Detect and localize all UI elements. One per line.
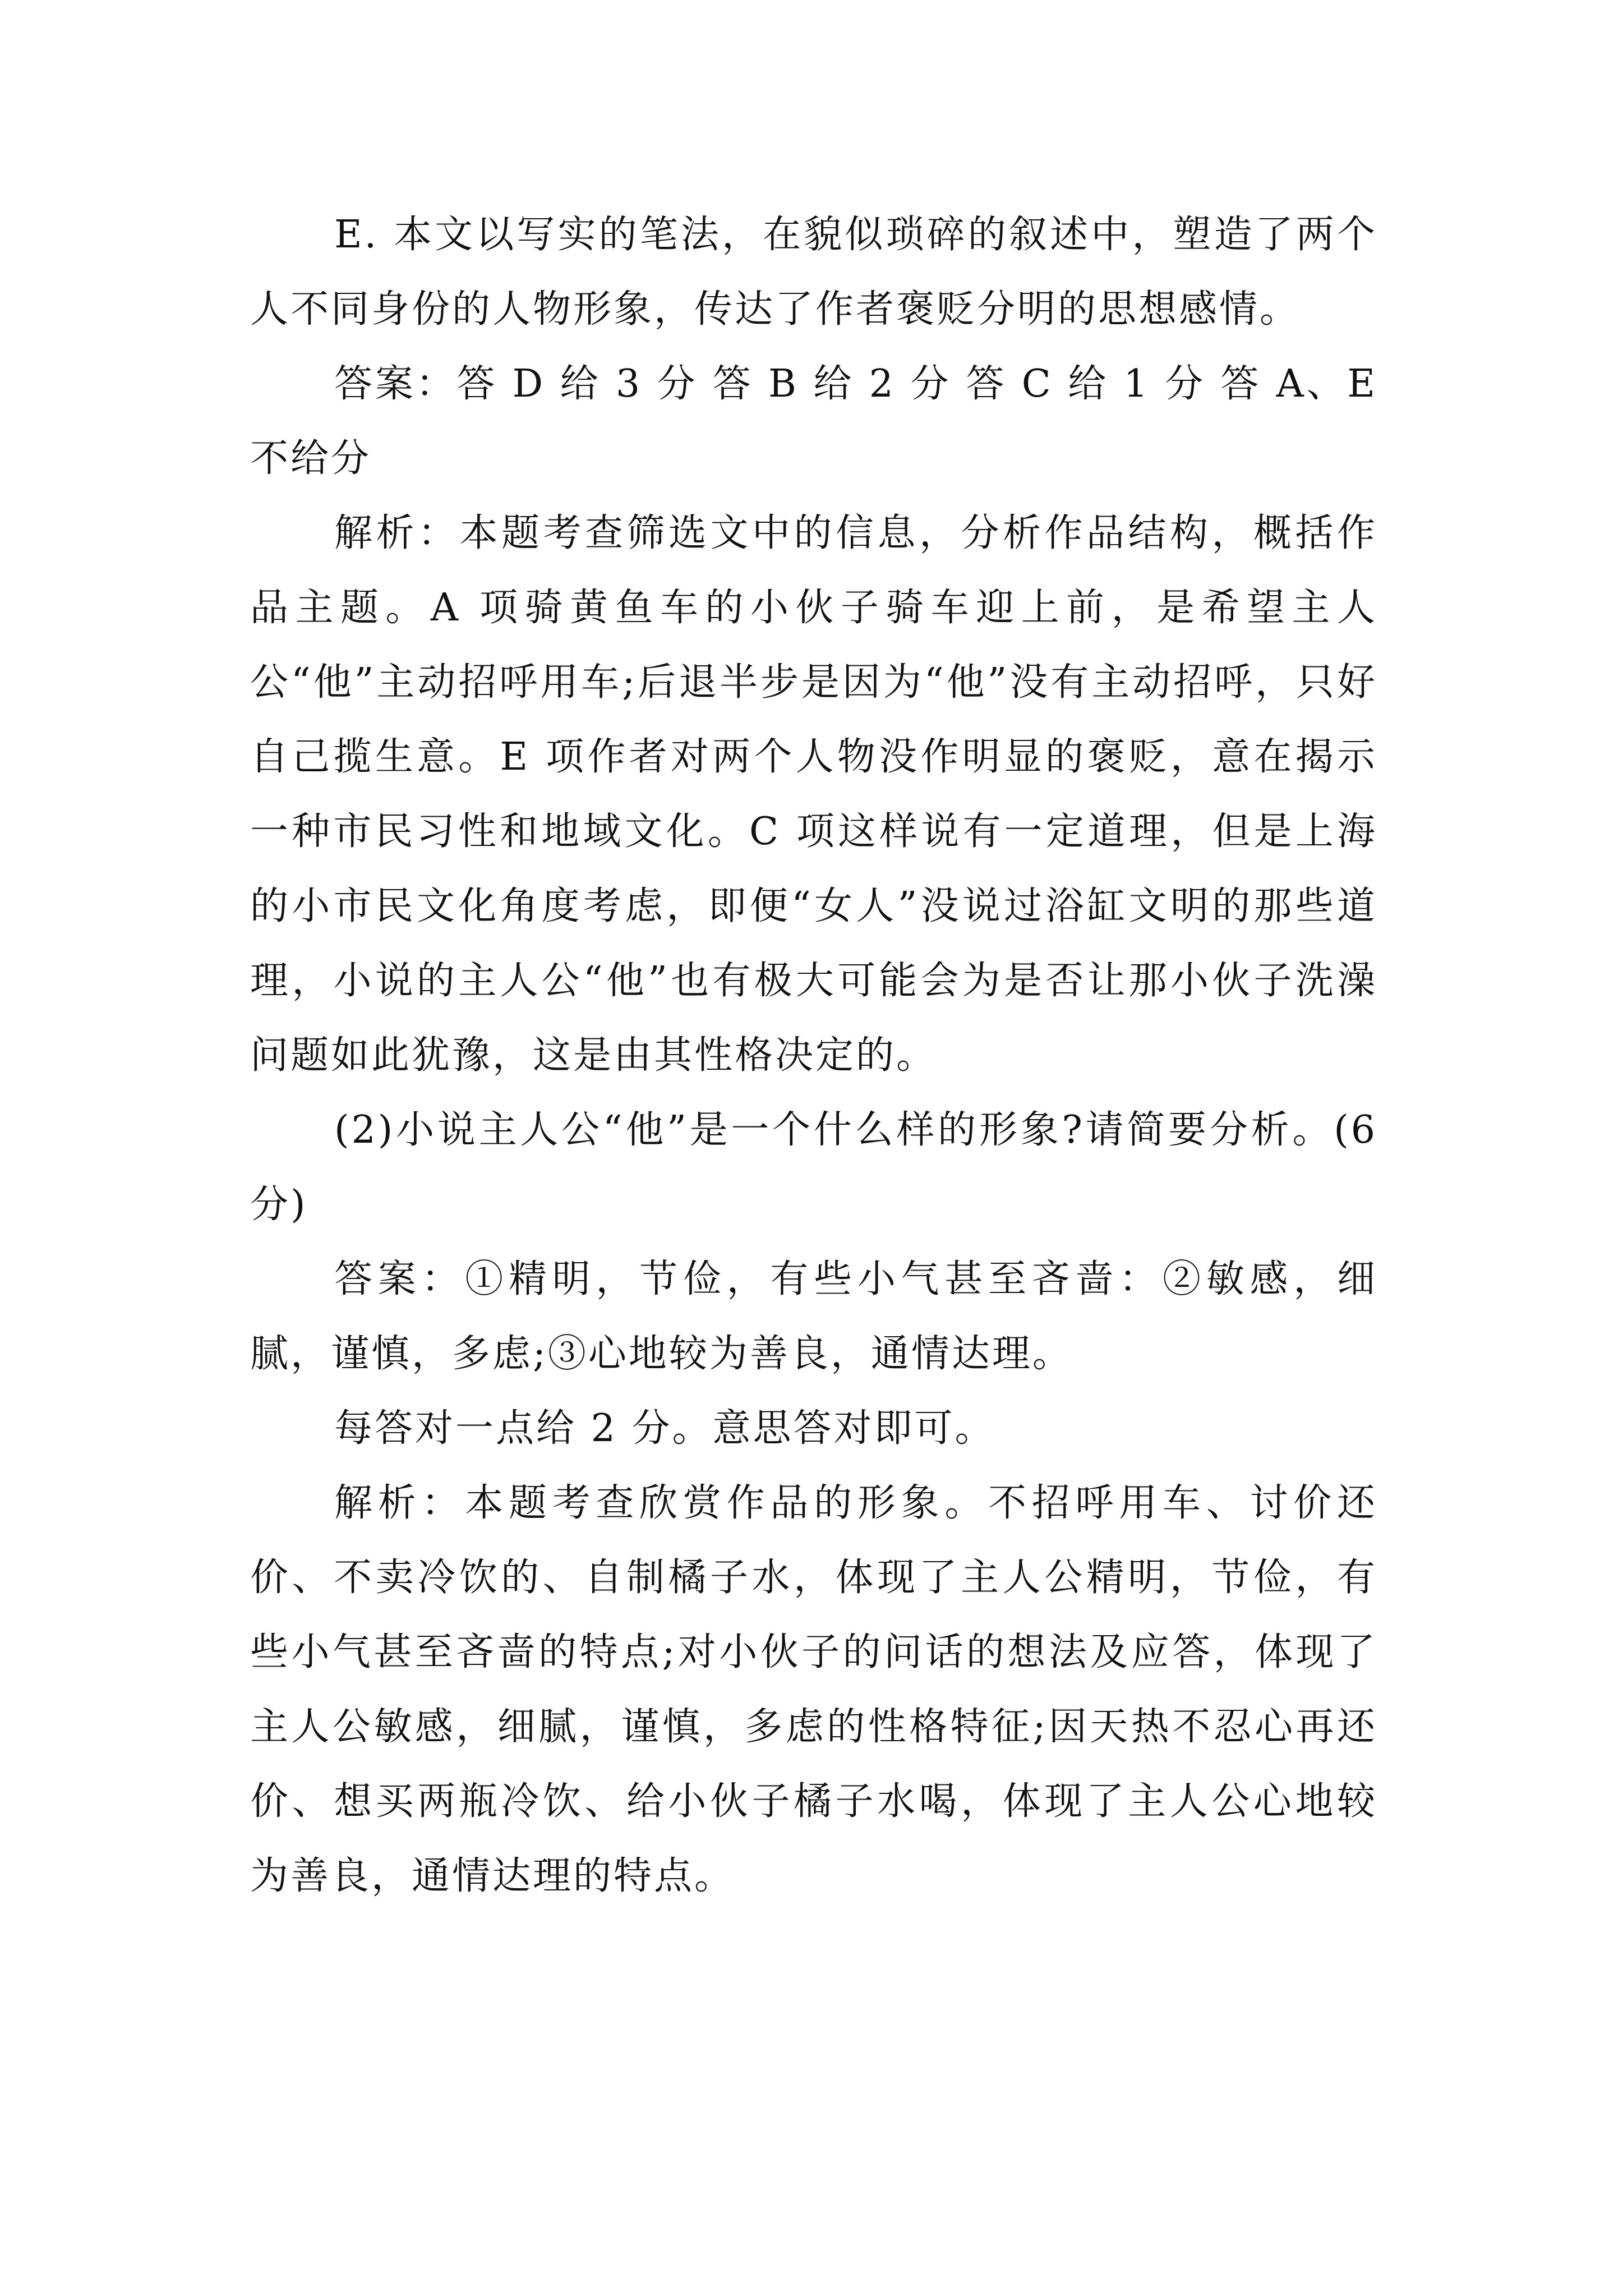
analysis-q1-paragraph: 解析：本题考查筛选文中的信息，分析作品结构，概括作品主题。A 项骑黄鱼车的小伙子骑车迎上前，是希望主人公“他”主动招呼用车;后退半步是因为“他”没有主动招呼，只好自己揽生意。E 项作者对两个人物没作明显的褒贬，意在揭示一种市民习性和地域文化。C 项这样说有一定道理，但是上海的小市民文化角度考虑，即便“女人”没说过浴缸文明的那些道理，小说的主人公“他”也有极大可能会为是否让那小伙子洗澡问题如此犹豫，这是由其性格决定的。	[250, 511, 1377, 1078]
question-2-paragraph: (2)小说主人公“他”是一个什么样的形象?请简要分析。(6 分)	[250, 1108, 1377, 1227]
document-body	[250, 197, 1377, 1913]
option-e-paragraph: E. 本文以写实的笔法，在貌似琐碎的叙述中，塑造了两个人不同身份的人物形象，传达了作者褒贬分明的思想感情。	[250, 213, 1377, 332]
answer-q1-paragraph: 答案：答 D 给 3 分 答 B 给 2 分 答 C 给 1 分 答 A、E 不给分	[250, 362, 1377, 481]
answer-q2-paragraph: 答案：①精明，节俭，有些小气甚至吝啬：②敏感，细腻，谨慎，多虑;③心地较为善良，通情达理。	[250, 1257, 1377, 1376]
analysis-q2-paragraph: 解析：本题考查欣赏作品的形象。不招呼用车、讨价还价、不卖冷饮的、自制橘子水，体现了主人公精明，节俭，有些小气甚至吝啬的特点;对小伙子的问话的想法及应答，体现了主人公敏感，细腻，谨慎，多虑的性格特征;因天热不忍心再还价、想买两瓶冷饮、给小伙子橘子水喝，体现了主人公心地较为善良，通情达理的特点。	[250, 1481, 1377, 1898]
scoring-note-paragraph: 每答对一点给 2 分。意思答对即可。	[334, 1406, 995, 1451]
